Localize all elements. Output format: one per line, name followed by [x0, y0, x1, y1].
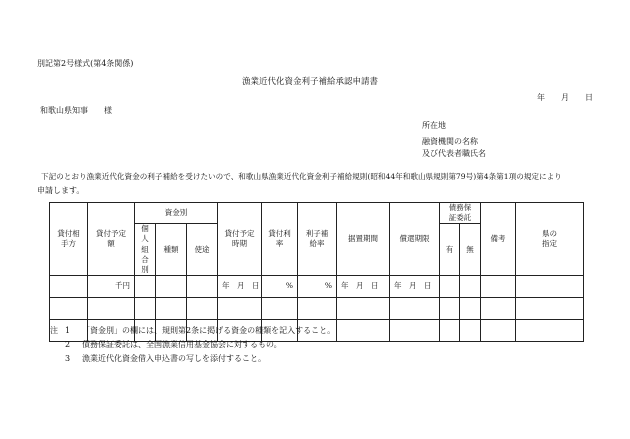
- table-cell[interactable]: [337, 297, 390, 319]
- table-cell[interactable]: [516, 319, 584, 341]
- header-individual-association: 個人組合別: [135, 224, 156, 276]
- header-remarks: 備考: [481, 203, 516, 276]
- table-cell[interactable]: [481, 319, 516, 341]
- table-cell[interactable]: [481, 297, 516, 319]
- header-fund-type: 資金別: [135, 203, 218, 224]
- table-cell[interactable]: [390, 297, 440, 319]
- note-3-number: 3: [65, 354, 71, 363]
- table-cell[interactable]: [298, 297, 337, 319]
- table-cell[interactable]: [187, 297, 218, 319]
- header-fund-use: 使途: [187, 224, 218, 276]
- note-1-text: 「資金別」の欄には、規則第2条に掲げる資金の種類を記入すること。: [82, 326, 336, 335]
- application-table: [49, 202, 584, 342]
- cell-remarks[interactable]: [481, 275, 516, 297]
- cell-guarantee-yes[interactable]: [440, 275, 460, 297]
- table-cell[interactable]: [262, 297, 298, 319]
- header-loan-period: 貸付予定時期: [218, 203, 262, 276]
- cell-amount-unit[interactable]: 千円: [88, 275, 135, 297]
- table-cell[interactable]: [390, 319, 440, 341]
- table-cell[interactable]: [460, 319, 481, 341]
- header-guarantee-yes: 有: [440, 224, 460, 276]
- cell-grace-period[interactable]: 年 月 日: [337, 275, 390, 297]
- body-text-line-1: 下記のとおり漁業近代化資金の利子補給を受けたいので、和歌山県漁業近代化資金利子補給規則(昭和44年和歌山県規則第79号)第4条第1項の規定により: [41, 172, 562, 181]
- cell-individual-association[interactable]: [135, 275, 156, 297]
- header-grace-period: 据置期間: [337, 203, 390, 276]
- cell-fund-kind[interactable]: [156, 275, 187, 297]
- table-cell[interactable]: [440, 297, 460, 319]
- header-subsidy-rate: 利子補給率: [298, 203, 337, 276]
- cell-prefecture-designation[interactable]: [516, 275, 584, 297]
- table-row[interactable]: [50, 275, 584, 297]
- cell-loan-period[interactable]: 年 月 日: [218, 275, 262, 297]
- table-cell[interactable]: [156, 297, 187, 319]
- header-borrower: 貸付相手方: [50, 203, 88, 276]
- cell-subsidy-rate[interactable]: %: [298, 275, 337, 297]
- applicant-org-label: 融資機関の名称: [422, 137, 478, 146]
- form-reference: 別記第2号様式(第4条関係): [37, 59, 134, 68]
- header-guarantee: 債務保証委託: [440, 203, 481, 224]
- notes-label: 注: [50, 326, 58, 335]
- addressee: 和歌山県知事 様: [40, 106, 112, 115]
- table-cell[interactable]: [50, 297, 88, 319]
- note-2-text: 債務保証委託は、全国漁業信用基金協会に対するもの。: [82, 340, 282, 349]
- header-planned-amount: 貸付予定額: [88, 203, 135, 276]
- header-guarantee-no: 無: [460, 224, 481, 276]
- table-cell[interactable]: [88, 297, 135, 319]
- applicant-rep-label: 及び代表者職氏名: [422, 149, 486, 158]
- table-cell[interactable]: [218, 297, 262, 319]
- cell-borrower[interactable]: [50, 275, 88, 297]
- cell-loan-rate[interactable]: %: [262, 275, 298, 297]
- table-cell[interactable]: [516, 297, 584, 319]
- note-1-number: 1: [65, 326, 71, 335]
- applicant-address-label: 所在地: [422, 121, 446, 130]
- header-fund-kind: 種類: [156, 224, 187, 276]
- cell-fund-use[interactable]: [187, 275, 218, 297]
- cell-repay-period[interactable]: 年 月 日: [390, 275, 440, 297]
- table-cell[interactable]: [337, 319, 390, 341]
- table-cell[interactable]: [460, 297, 481, 319]
- note-3-text: 漁業近代化資金借入申込書の写しを添付すること。: [82, 354, 266, 363]
- table-cell[interactable]: [135, 297, 156, 319]
- document-title: 漁業近代化資金利子補給承認申請書: [242, 77, 379, 87]
- table-cell[interactable]: [440, 319, 460, 341]
- header-loan-rate: 貸付利率: [262, 203, 298, 276]
- date-line[interactable]: 年 月 日: [537, 93, 593, 102]
- cell-guarantee-no[interactable]: [460, 275, 481, 297]
- table-row[interactable]: [50, 297, 584, 319]
- header-repay-period: 償還期限: [390, 203, 440, 276]
- body-text-line-2: 申請します。: [37, 186, 85, 195]
- note-2-number: 2: [65, 340, 71, 349]
- header-prefecture-designation: 県の指定: [516, 203, 584, 276]
